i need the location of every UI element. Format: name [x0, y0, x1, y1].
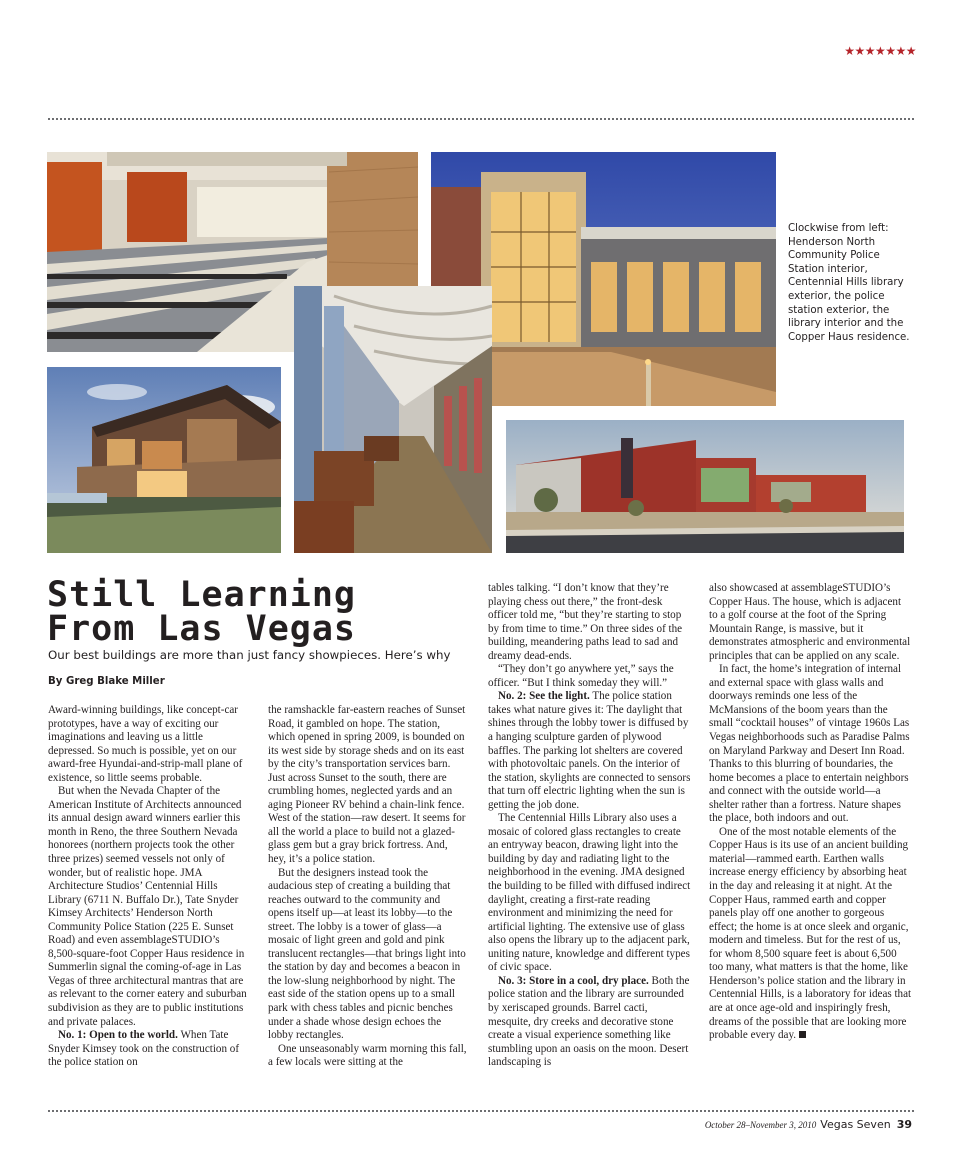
headline-line-2: From Las Vegas [47, 609, 357, 649]
photo-caption: Clockwise from left: Henderson North Community Police Station interior, Centennial Hills library exterior, the police station exterior, the library interior and the Copper Haus residence. [788, 223, 910, 343]
police-station-exterior-photo [506, 420, 904, 553]
top-divider [48, 118, 914, 120]
paragraph: One unseasonably warm morning this fall, a few locals were sitting at the [268, 1042, 467, 1069]
article-column-1 [48, 704, 248, 1070]
decorative-stars: ★★★★★★★ [844, 44, 916, 58]
paragraph: the ramshackle far-eastern reaches of Sunset Road, it gambled on hope. The station, which opened in spring 2009, is bounded on its west side by storage sheds and on its east by the city’s transportation services barn. Just across Sunset to the south, there are crumbling homes, neglected yards and an aging Pioneer RV behind a chain-link fence. West of the station—raw desert. It seems for all the world a place to build not a glazed-glass gem but a gray brick fortress. And, hey, it’s a police station. [268, 704, 466, 866]
paragraph-text: Both the police station and the library are surrounded by xeriscaped grounds. Barrel cacti, mesquite, dry creeks and decorative stone create a visual experience something like stumbling upon an oasis on the moon. Desert landscaping is [488, 974, 690, 1069]
article-headline [47, 575, 447, 649]
article-column-3 [488, 582, 691, 1070]
section-heading: No. 3: Store in a cool, dry place. [498, 974, 649, 987]
paragraph [488, 975, 691, 1070]
headline-line-1: Still Learning [47, 575, 357, 615]
article-deck: Our best buildings are more than just fancy showpieces. Here’s why [48, 648, 451, 662]
paragraph-text: The police station takes what nature gives it: The daylight that shines through the lobby tower is diffused by a hanging sculpture garden of plywood baffles. The parking lot shelters are covered with photovoltaic panels. On the interior of the station, skylights are connected to sensors that turn off electric lighting when the sun is getting the job done. [488, 690, 691, 811]
bottom-divider [48, 1110, 914, 1112]
paragraph: “They don’t go anywhere yet,” says the officer. “But I think someday they will.” [488, 663, 674, 689]
paragraph: In fact, the home’s integration of internal and external space with glass walls and doorways reminds one less of the McMansions of the boom years than the small “cocktail houses” of vintage 1960s Las Vegas neighborhoods such as Paradise Palms on Maryland Parkway and Desert Inn Road. Thanks to this blurring of boundaries, the home becomes a place to entertain neighbors and connect with the outside world—a shelter rather than a fortress. Nature shapes the place, both indoors and out. [709, 663, 910, 825]
issue-date: October 28–November 3, 2010 [704, 1120, 817, 1130]
paragraph [48, 1029, 248, 1070]
end-mark-icon [799, 1031, 806, 1038]
paragraph: But the designers instead took the audacious step of creating a building that reaches outward to the community and opens itself up—at least its lobby—to the street. The lobby is a tower of glass—a mosaic of light green and gold and pink translucent rectangles—that brings light into the station by day and becomes a beacon in the low-slung neighborhood by night. The east side of the station opens up to a small park with chess tables and picnic benches under a shade whose design echoes the lobby rectangles. [268, 866, 466, 1042]
page-footer [705, 1118, 912, 1131]
paragraph: tables talking. “I don’t know that they’re playing chess out there,” the front-desk officer told me, “but they’re starting to stop by from time to time.” On three sides of the building, meandering paths lead to sad and dreamy dead-ends. [488, 582, 683, 662]
paragraph-text: When Tate Snyder Kimsey took on the construction of the police station on [48, 1029, 240, 1069]
publication-name: Vegas Seven [820, 1118, 891, 1131]
article-byline: By Greg Blake Miller [48, 676, 165, 687]
paragraph: The Centennial Hills Library also uses a mosaic of colored glass rectangles to create an entryway beacon, drawing light into the building by day and radiating light to the neighborhood in the evening. JMA designed the building to be filled with diffused indirect daylight, creating a first-rate reading environment and minimizing the need for artificial lighting. The extensive use of glass also opens the library up to the adjacent park, uniting nature, knowledge and different types of civic space. [488, 812, 691, 974]
article-column-2 [268, 704, 468, 1070]
paragraph: also showcased at assemblageSTUDIO’s Copper Haus. The house, which is adjacent to a golf course at the foot of the Spring Mountain Range, is massive, but it demonstrates atmospheric and environmental principles that can be applied on any scale. [709, 582, 911, 662]
paragraph: But when the Nevada Chapter of the American Institute of Architects announced its annual design award winners earlier this month in Reno, the three Southern Nevada honorees (northern projects took the other three prizes) seemed vessels not only of wonder, but of realistic hope. JMA Architecture Studios’ Centennial Hills Library (6711 N. Buffalo Dr.), Tate Snyder Kimsey Architects’ Henderson North Community Police Station (225 E. Sunset Road) and even assemblageSTUDIO’s 8,500-square-foot Copper Haus residence in Summerlin signal the coming-of-age in Las Vegas of three architectural mantras that are as relevant to the corner eatery and suburban subdivision as they are to public institutions and private palaces. [48, 785, 247, 1028]
section-heading: No. 2: See the light. [498, 690, 590, 703]
paragraph [488, 690, 691, 812]
page-number: 39 [896, 1118, 912, 1131]
paragraph [709, 826, 912, 1043]
article-column-4 [709, 582, 912, 1043]
paragraph-text: One of the most notable elements of the Copper Haus is its use of an ancient building material—rammed earth. Earthen walls increase energy efficiency by absorbing heat in the day and releasing it at night. At the Copper Haus, rammed earth and copper panels play off one another to gorgeous effect; the home is at once sleek and organic, modern and timeless. But for the rest of us, for whom 8,500 square feet is about 6,500 too many, what matters is that the home, like Henderson’s police station and the library in Centennial Hills, is a laboratory for ideas that are at once age-old and inspiringly fresh, dreams of the possible that are looking more probable every day. [709, 825, 912, 1042]
copper-haus-residence-photo [47, 367, 281, 553]
paragraph: Award-winning buildings, like concept-car prototypes, have a way of exciting our imaginations and leaving us a little depressed. So much is possible, yet on our award-free Hyundai-and-strip-mall plane of existence, so little seems probable. [48, 704, 243, 784]
section-heading: No. 1: Open to the world. [58, 1029, 178, 1042]
library-interior-photo [294, 286, 492, 553]
